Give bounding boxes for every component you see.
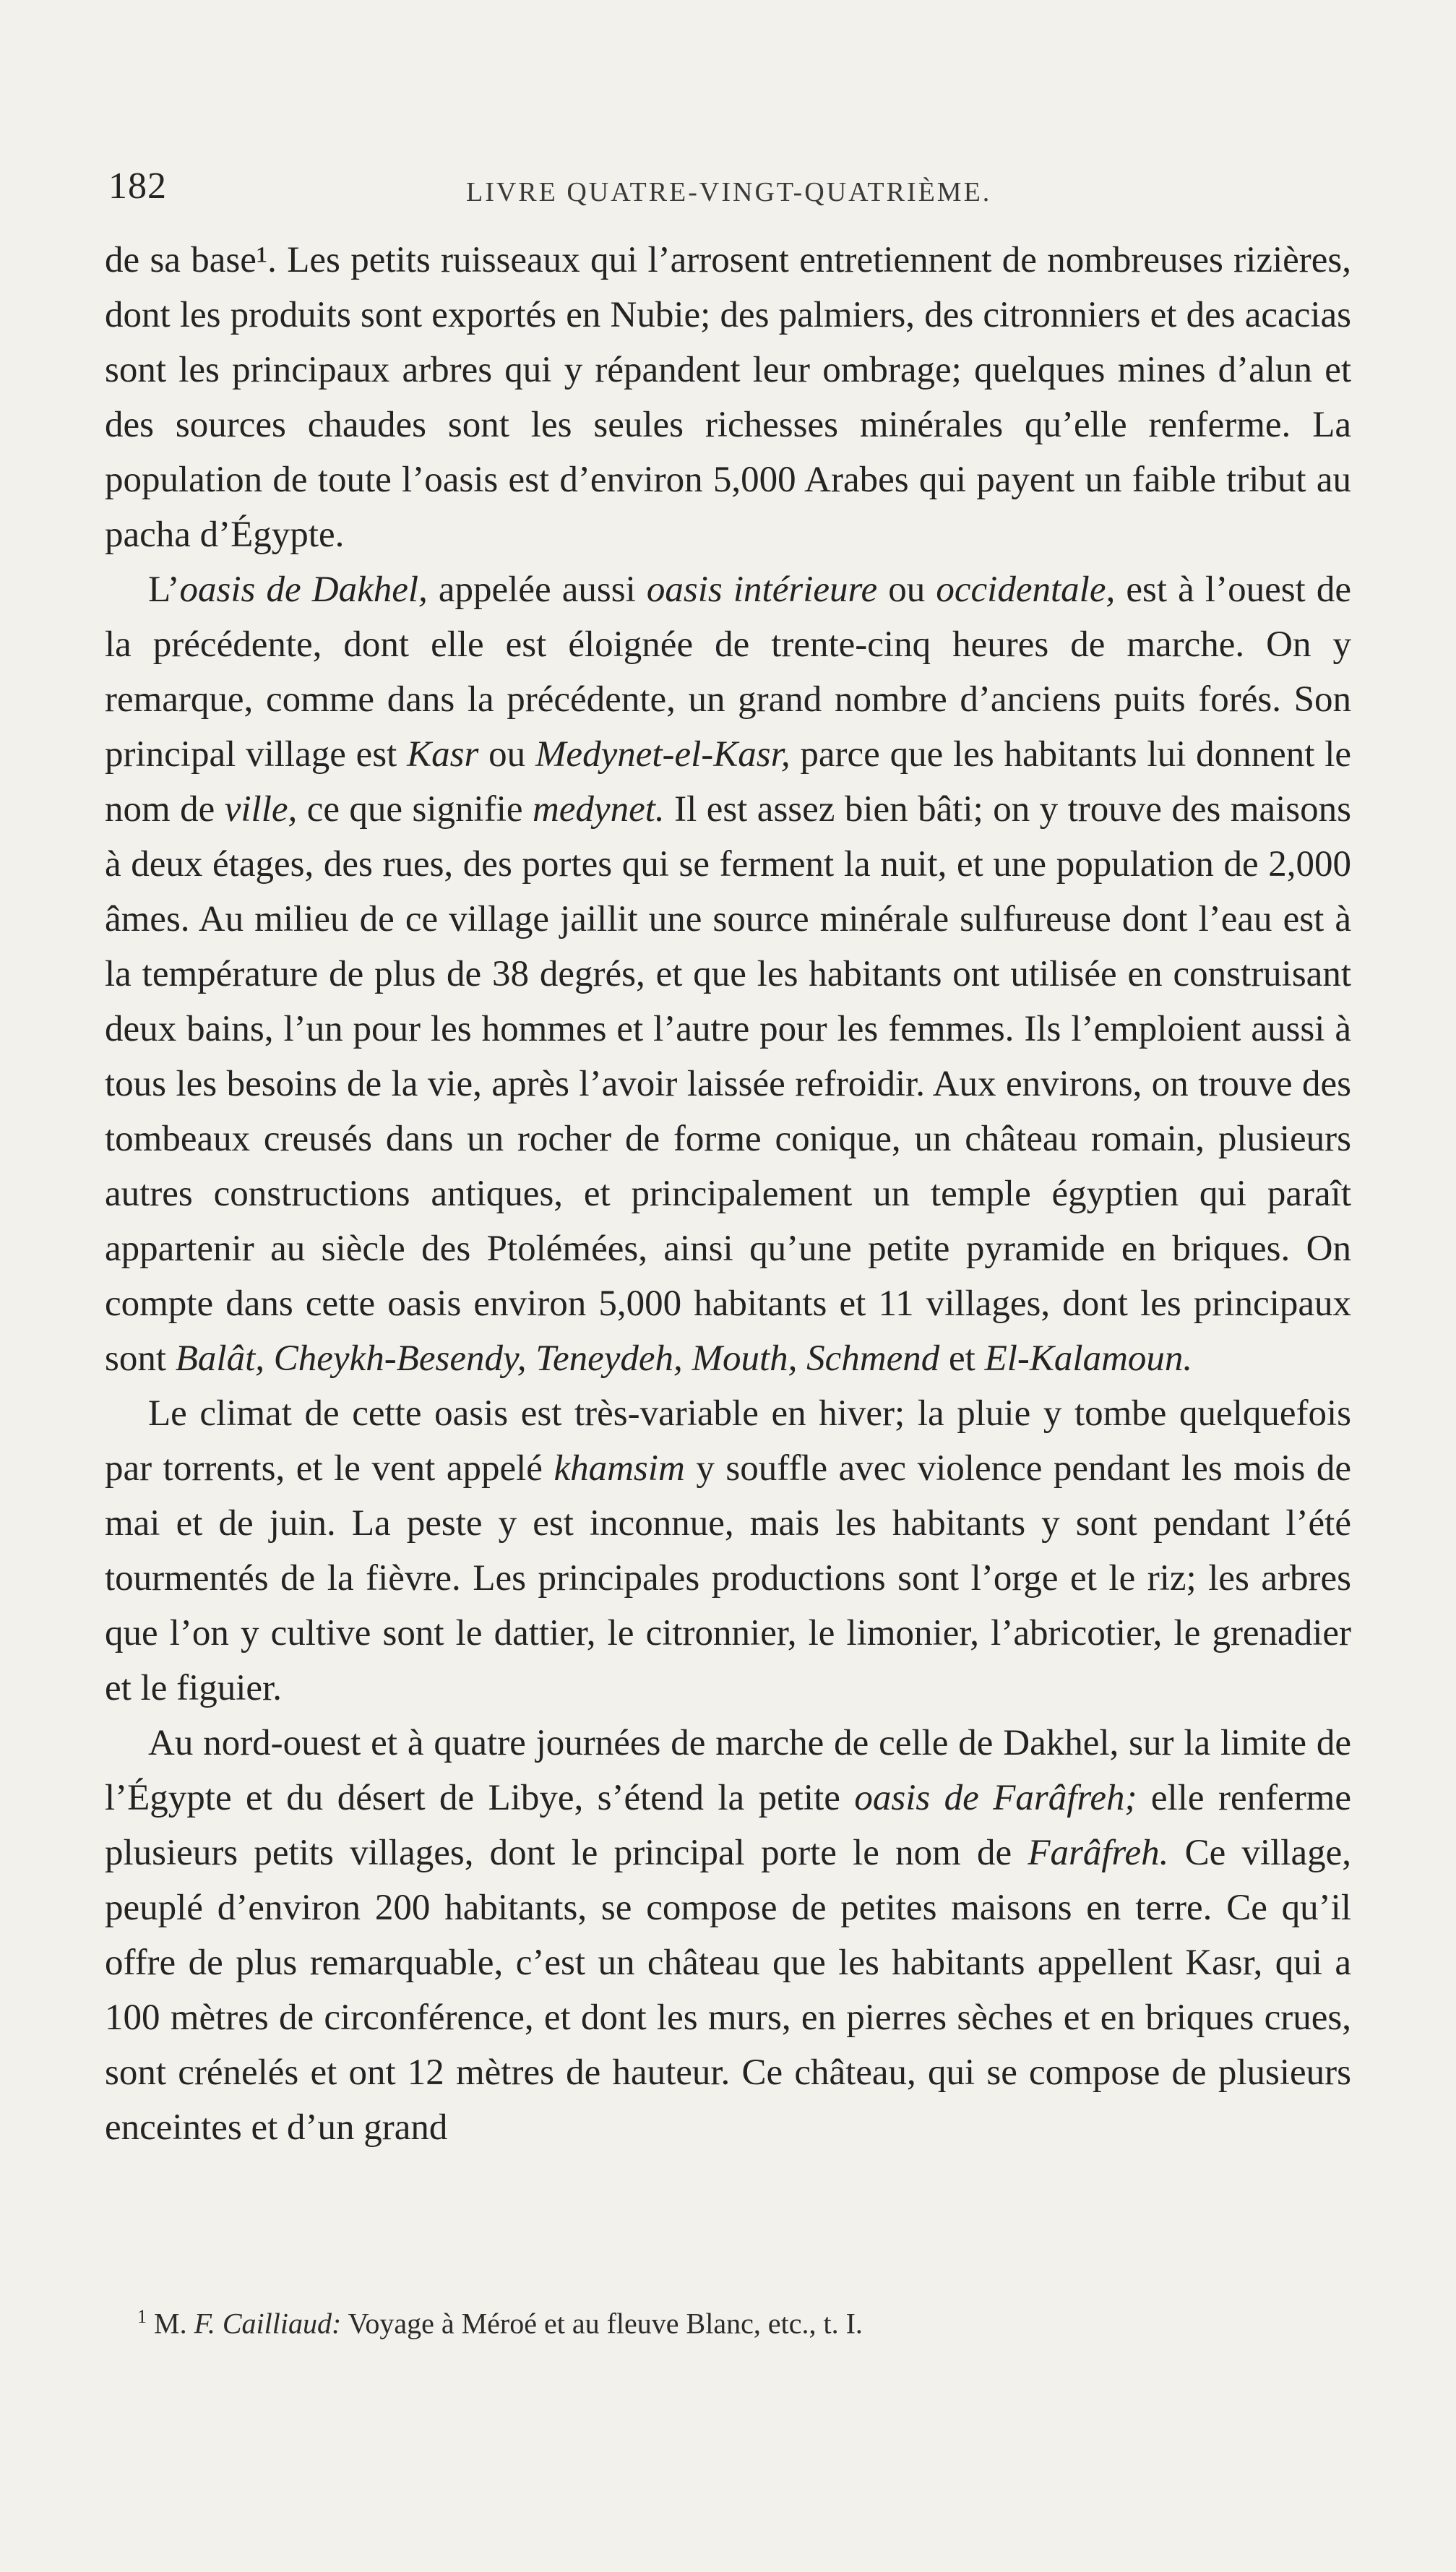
text-run: Au nord-ouest et à quatre journées de marche de celle de Dakhel, sur la limite de l’Égypte et du désert de Libye, s’étend la petite [105, 1723, 1351, 1818]
page-number: 182 [108, 165, 167, 207]
text-run: est à l’ouest de la précédente, dont elle est éloignée de trente-cinq heures de marche. On y remarque, comme dans la précédente, un grand nombre d’anciens puits forés. Son principal village est [105, 569, 1351, 775]
footnote-reference: Voyage à Méroé et au fleuve Blanc, etc., t. I. [341, 2307, 863, 2340]
text-run: Il est assez bien bâti; on y trouve des maisons à deux étages, des rues, des portes qui se ferment la nuit, et une population de 2,000 âmes. Au milieu de ce village jaillit une source minérale sulfureuse dont l’eau est à la température de plus de 38 degrés, et que les habitants ont utilisée en construisant deux bains, l’un pour les hommes et l’autre pour les femmes. Ils l’emploient aussi à tous les besoins de la vie, après l’avoir laissée refroidir. Aux environs, on trouve des tombeaux creusés dans un rocher de forme conique, un château romain, plusieurs autres constructions antiques, et principalement un temple égyptien qui paraît appartenir au siècle des Ptolémées, ainsi qu’une petite pyramide en briques. On compte dans cette oasis environ 5,000 habitants et 11 villages, dont les principaux sont [105, 789, 1351, 1379]
italic-term: khamsim [553, 1448, 685, 1489]
italic-term: oasis de Farâfreh; [854, 1778, 1137, 1818]
page-header [108, 165, 1351, 223]
text-run: elle renferme plusieurs petits villages, dont le principal porte le nom de [105, 1778, 1351, 1873]
paragraph [105, 1386, 1351, 1716]
body-text [105, 233, 1351, 2155]
footnote-author: F. Cailliaud: [194, 2307, 342, 2340]
text-run: L’ [148, 569, 180, 610]
italic-term: El-Kalamoun. [984, 1338, 1193, 1379]
text-run: parce que les habitants lui donnent le nom de [105, 734, 1352, 830]
text-run: Ce village, peuplé d’environ 200 habitants, se compose de petites maisons en terre. Ce qu’il offre de plus remarquable, c’est un château que les habitants appellent Kasr, qui a 100 mètres de circonférence, et dont les murs, en pierres sèches et en briques crues, sont crénelés et ont 12 mètres de hauteur. Ce château, qui se compose de plusieurs enceintes et d’un grand [105, 1833, 1351, 2148]
paragraph [105, 562, 1351, 1386]
footnote-marker: 1 [137, 2306, 147, 2327]
italic-term: ville, [224, 789, 298, 830]
paragraph [105, 233, 1351, 562]
text-run: ce que signifie [297, 789, 533, 830]
italic-term: Kasr [407, 734, 479, 775]
italic-term: Farâfreh. [1028, 1833, 1169, 1873]
text-run: Le climat de cette oasis est très-variable en hiver; la pluie y tombe quelquefois par torrents, et le vent appelé [105, 1393, 1351, 1489]
text-run: de sa base¹. Les petits ruisseaux qui l’arrosent entretiennent de nombreuses rizières, dont les produits sont exportés en Nubie; des palmiers, des citronniers et des acacias sont les principaux arbres qui y répandent leur ombrage; quelques mines d’alun et des sources chaudes sont les seules richesses minérales qu’elle renferme. La population de toute l’oasis est d’environ 5,000 Arabes qui payent un faible tribut au pacha d’Égypte. [105, 240, 1351, 555]
footnote-prefix: M. [147, 2307, 194, 2340]
italic-term: medynet. [532, 789, 665, 830]
text-run: appelée aussi [427, 569, 647, 610]
italic-term: Balât, Cheykh-Besendy, Teneydeh, Mouth, Schmend [175, 1338, 940, 1379]
footnote [137, 2297, 1351, 2344]
text-run: y souffle avec violence pendant les mois de mai et de juin. La peste y est inconnue, mais les habitants y sont pendant l’été tourmentés de la fièvre. Les principales productions sont l’orge et le riz; les arbres que l’on y cultive sont le dattier, le citronnier, le limonier, l’abricotier, le grenadier et le figuier. [105, 1448, 1351, 1708]
running-head: LIVRE QUATRE-VINGT-QUATRIÈME. [466, 177, 992, 207]
text-run: ou [478, 734, 535, 775]
text-run: et [939, 1338, 985, 1379]
text-run: ou [877, 569, 936, 610]
italic-term: oasis de Dakhel, [179, 569, 428, 610]
italic-term: occidentale, [936, 569, 1116, 610]
italic-term: oasis intérieure [646, 569, 878, 610]
italic-term: Medynet-el-Kasr, [535, 734, 791, 775]
paragraph [105, 1716, 1351, 2155]
